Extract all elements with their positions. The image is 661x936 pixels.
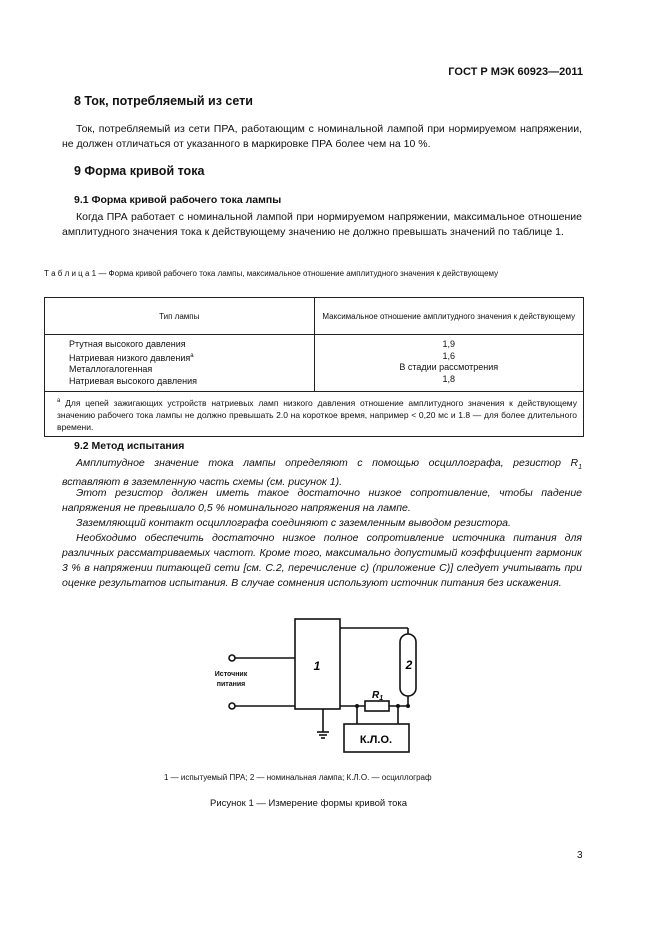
table-ratio-values-cell (314, 335, 584, 392)
power-source-label: Источник питания (214, 671, 248, 688)
section-9-2-title: 9.2 Метод испытания (74, 440, 185, 452)
table-row-value: 1,6 (442, 350, 455, 361)
resistor-symbol (365, 701, 389, 711)
table-header-ratio: Максимальное отношение амплитудного значения к действующему (314, 298, 584, 335)
source-terminal-top (229, 655, 235, 661)
table-row-lamp-type: Натриевая высокого давления (69, 375, 197, 386)
block-2-label: 2 (405, 658, 413, 672)
block-1-label: 1 (313, 659, 321, 673)
section-9-1-title: 9.1 Форма кривой рабочего тока лампы (74, 194, 282, 206)
source-terminal-bottom (229, 703, 235, 709)
figure-caption: Рисунок 1 — Измерение формы кривой тока (210, 798, 408, 809)
table-lamp-types-cell (45, 335, 315, 392)
section-9-2-para-2: Этот резистор должен иметь такое достаточно низкое сопротивление, чтобы падение напряжения не превышало 0,5 % номинального напряжения на лампе. (62, 487, 582, 514)
table-header-lamp-type: Тип лампы (45, 298, 315, 335)
junction-dot (406, 704, 410, 708)
section-9-1-text (62, 210, 582, 240)
table-footnote-text: Для цепей зажигающих устройств натриевых ламп низкого давления отношение амплитудного значения к действующему значению рабочего тока лампы не должно превышать 2.0 на короткое время, например < 0,20 мс и 1.8 — для более длительного времени. (57, 397, 577, 432)
section-9-title: 9 Форма кривой тока (74, 164, 205, 178)
table-row-value: 1,8 (442, 373, 455, 384)
section-9-2-para-3: Заземляющий контакт осциллографа соединяют с заземленным выводом резистора. (76, 517, 511, 529)
table-row-value: 1,9 (442, 339, 455, 349)
oscilloscope-label: К.Л.О. (359, 734, 393, 746)
table-footnote-mark: a (57, 398, 61, 404)
footnote-mark: a (190, 352, 194, 359)
table-1-caption: Т а б л и ц а 1 — Форма кривой рабочего тока лампы, максимальное отношение амплитудного значения к действующему (44, 269, 499, 278)
section-8-title: 8 Ток, потребляемый из сети (74, 94, 253, 108)
table-1 (44, 297, 584, 437)
document-header: ГОСТ Р МЭК 60923—2011 (448, 66, 583, 78)
section-8-text-content: Ток, потребляемый из сети ПРА, работающим с номинальной лампой при нормируемом напряжении, не должен отличаться от указанного в маркировке ПРА более чем на 10 %. (62, 123, 582, 150)
table-row-lamp-type: Ртутная высокого давления (69, 339, 186, 349)
junction-dot (396, 704, 400, 708)
section-9-2-para-1: Амплитудное значение тока лампы определяют с помощью осциллографа, резистор $R_1$ вставляют в заземленную часть схемы (см. рисунок 1). (62, 457, 582, 489)
section-9-2-para-4: Необходимо обеспечить достаточно низкое полное сопротивление источника питания для различных рассматриваемых частот. Кроме того, максимально допустимый коэффициент гармоник 3 % в напряжении питающей сети [см. С.2, перечисление с) (приложение С)] следует учитывать при оценке результатов испытания. В случае сомнения используют источник питания без искажения. (62, 532, 582, 589)
section-9-1-text-content: Когда ПРА работает с номинальной лампой при нормируемом напряжении, максимальное отношение амплитудного значения тока к действующему значению не должно превышать значений по таблице 1. (62, 211, 582, 238)
table-row-value: В стадии рассмотрения (399, 362, 499, 372)
section-8-text (62, 122, 582, 152)
table-footnote (45, 392, 584, 437)
table-row-lamp-type: Металлогалогенная (69, 364, 153, 374)
page-number: 3 (577, 850, 583, 861)
junction-dot (355, 704, 359, 708)
resistor-label: $R_1$ (372, 690, 384, 702)
table-row-lamp-type: Натриевая низкого давления$^a$ (69, 352, 194, 363)
figure-legend: 1 — испытуемый ПРА; 2 — номинальная лампа; К.Л.О. — осциллограф (164, 773, 432, 782)
